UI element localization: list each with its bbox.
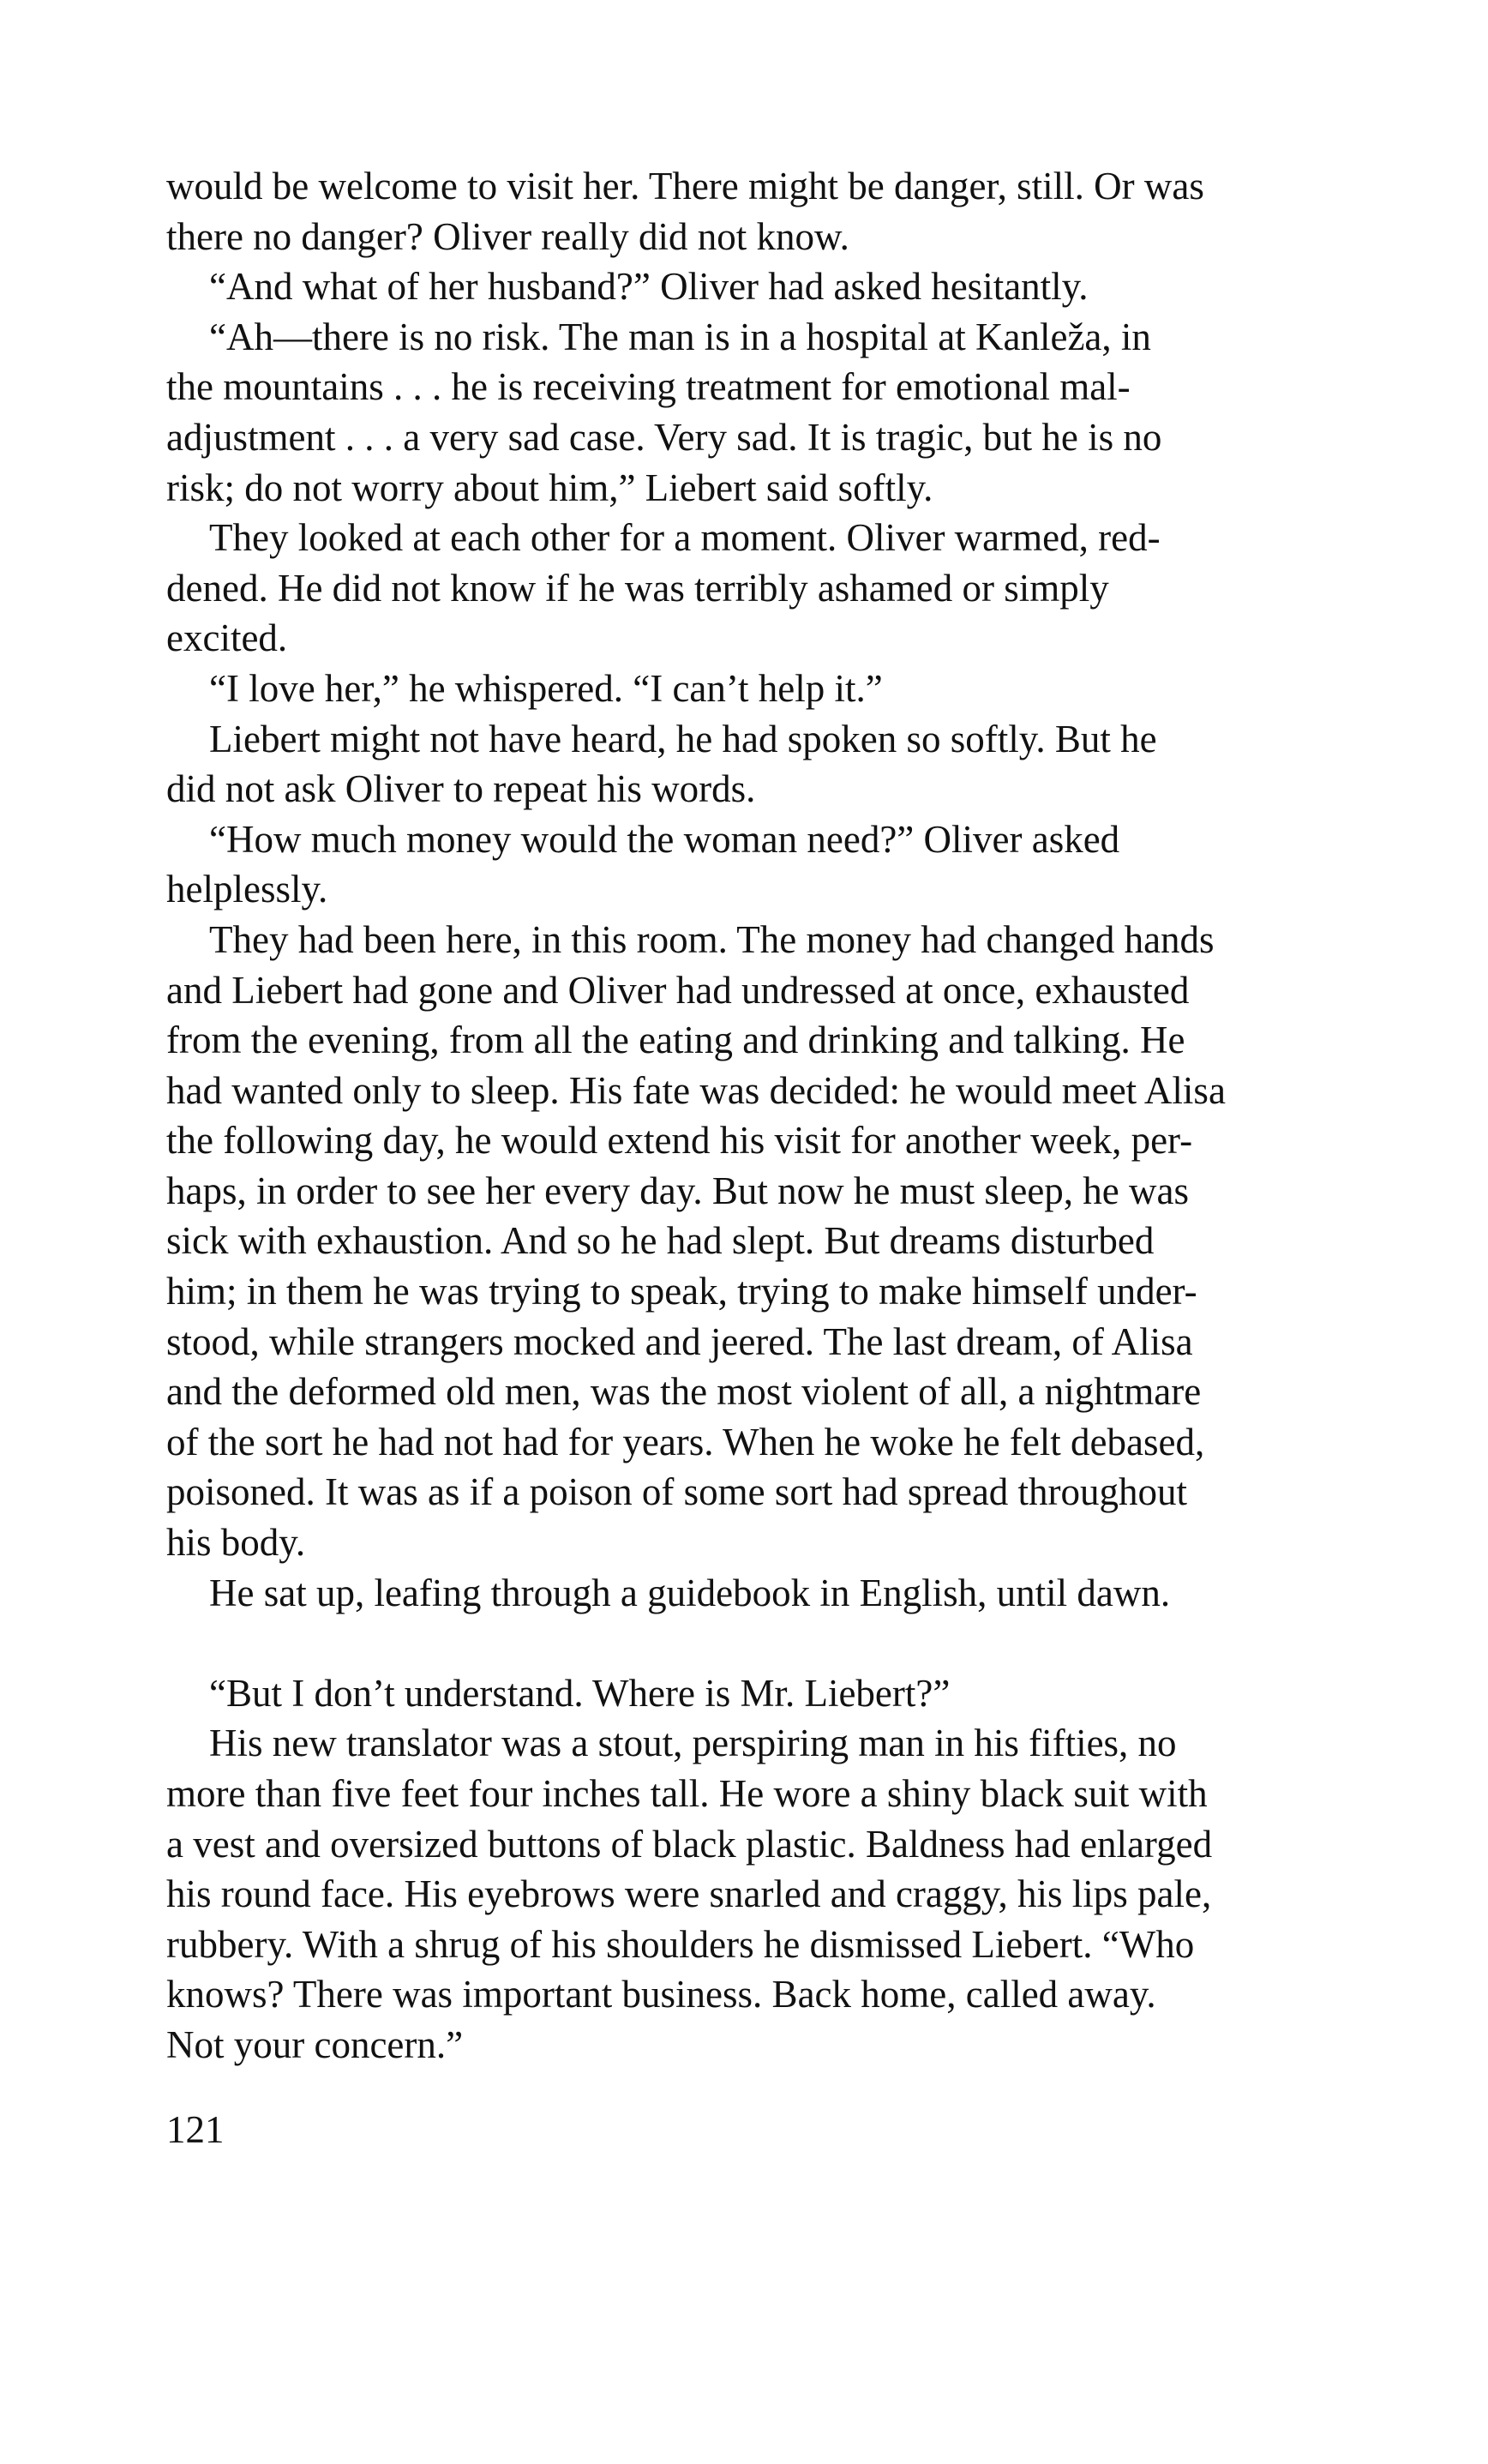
section-break [166,1618,1341,1668]
text-line: excited. [166,616,288,660]
text-line: “Ah—there is no risk. The man is in a hospital at Kanleža, in [209,315,1151,358]
text-line: the mountains . . . he is receiving treatment for emotional mal- [166,365,1131,409]
text-line: His new translator was a stout, perspiring man in his fifties, no [209,1722,1177,1765]
text-line: had wanted only to sleep. His fate was decided: he would meet Alisa [166,1068,1226,1112]
text-line: his round face. His eyebrows were snarled and craggy, his lips pale, [166,1872,1212,1916]
text-line: his body. [166,1521,306,1565]
text-line: there no danger? Oliver really did not know. [166,214,849,258]
text-line: dened. He did not know if he was terribly ashamed or simply [166,566,1109,610]
text-line: knows? There was important business. Back home, called away. [166,1973,1156,2016]
body-text [166,161,1341,2070]
page-number: 121 [166,2108,225,2151]
text-line: risk; do not worry about him,” Liebert said softly. [166,466,933,509]
text-line: “And what of her husband?” Oliver had asked hesitantly. [209,265,1089,309]
text-line: “How much money would the woman need?” Oliver asked [209,817,1120,861]
text-line: Not your concern.” [166,2022,464,2066]
text-line: did not ask Oliver to repeat his words. [166,767,756,811]
text-line: and the deformed old men, was the most violent of all, a nightmare [166,1370,1202,1414]
text-line: “But I don’t understand. Where is Mr. Liebert?” [209,1671,951,1715]
text-line: helplessly. [166,868,328,911]
text-line: a vest and oversized buttons of black plastic. Baldness had enlarged [166,1822,1213,1866]
text-line: Liebert might not have heard, he had spoken so softly. But he [209,717,1157,760]
text-line: rubbery. With a shrug of his shoulders he dismissed Liebert. “Who [166,1922,1195,1966]
text-line: stood, while strangers mocked and jeered. The last dream, of Alisa [166,1319,1193,1363]
text-line: poisoned. It was as if a poison of some sort had spread throughout [166,1470,1188,1514]
text-line: from the evening, from all the eating and drinking and talking. He [166,1019,1185,1062]
text-line: of the sort he had not had for years. When he woke he felt debased, [166,1420,1205,1463]
text-line: him; in them he was trying to speak, trying to make himself under- [166,1270,1197,1313]
text-line: more than five feet four inches tall. He wore a shiny black suit with [166,1772,1208,1815]
text-line: “I love her,” he whispered. “I can’t help it.” [209,666,883,710]
text-line: and Liebert had gone and Oliver had undressed at once, exhausted [166,968,1190,1012]
text-line: haps, in order to see her every day. But now he must sleep, he was [166,1169,1190,1212]
text-line: They looked at each other for a moment. Oliver warmed, red- [209,516,1161,560]
text-line: adjustment . . . a very sad case. Very sad. It is tragic, but he is no [166,415,1162,459]
text-line: They had been here, in this room. The money had changed hands [209,917,1215,961]
text-line: He sat up, leafing through a guidebook in English, until dawn. [209,1571,1171,1614]
text-line: sick with exhaustion. And so he had slept. But dreams disturbed [166,1219,1155,1263]
text-line: would be welcome to visit her. There might be danger, still. Or was [166,165,1204,207]
text-line: the following day, he would extend his visit for another week, per- [166,1119,1193,1163]
